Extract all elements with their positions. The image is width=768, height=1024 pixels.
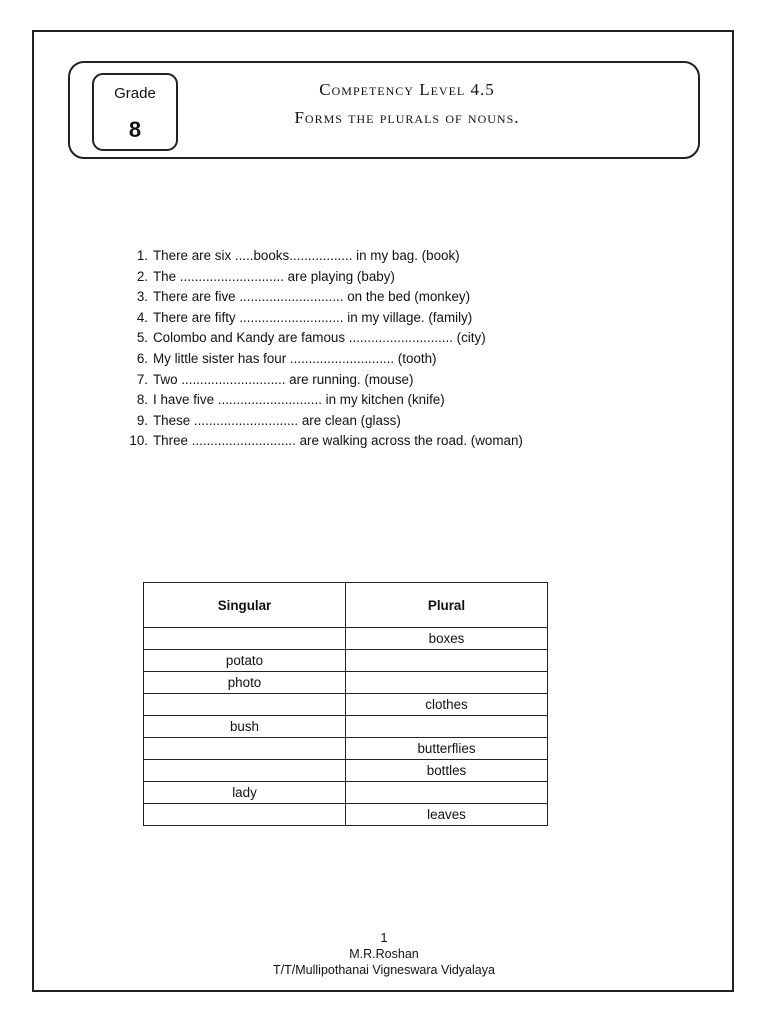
item-number: 8. [136, 392, 148, 408]
plural-cell [346, 716, 548, 738]
exercise-item [118, 411, 523, 432]
exercise-item [118, 287, 523, 308]
table-row [144, 738, 548, 760]
exercise-item [118, 246, 523, 267]
plural-cell: boxes [346, 628, 548, 650]
singular-cell [144, 738, 346, 760]
singular-cell: bush [144, 716, 346, 738]
item-number: 2. [136, 268, 148, 284]
exercise-item [118, 349, 523, 370]
plural-cell [346, 650, 548, 672]
singular-cell [144, 804, 346, 826]
exercise-item [118, 267, 523, 288]
item-text: These ............................ are clean (glass) [153, 412, 401, 428]
item-number: 9. [136, 412, 148, 428]
item-text: There are six .....books................. in my bag. (book) [153, 248, 460, 263]
table-row [144, 650, 548, 672]
table-row [144, 716, 548, 738]
competency-title: Competency Level 4.5 [319, 80, 495, 99]
table-header-row [144, 583, 548, 628]
singular-cell: potato [144, 650, 346, 672]
singular-cell [144, 694, 346, 716]
singular-cell [144, 628, 346, 650]
exercise-item [118, 431, 523, 452]
item-number: 4. [136, 309, 148, 325]
item-text: There are five ............................ on the bed (monkey) [153, 289, 471, 305]
page-number: 1 [380, 931, 388, 945]
item-text: My little sister has four ............................ (tooth) [153, 350, 437, 366]
grade-box [92, 73, 178, 151]
item-text: The ............................ are playing (baby) [153, 268, 395, 284]
item-text: Two ............................ are running. (mouse) [153, 371, 414, 387]
grade-label: Grade [114, 85, 156, 102]
exercise-item [118, 370, 523, 391]
table-row [144, 628, 548, 650]
table-row [144, 782, 548, 804]
table-row [144, 804, 548, 826]
plural-cell: bottles [346, 760, 548, 782]
footer-school: T/T/Mullipothanai Vigneswara Vidyalaya [273, 963, 495, 977]
plural-cell: butterflies [346, 738, 548, 760]
plural-cell: leaves [346, 804, 548, 826]
table-row [144, 694, 548, 716]
grade-number: 8 [128, 117, 142, 142]
table-row [144, 672, 548, 694]
exercise-list [118, 246, 523, 452]
competency-subtitle: Forms the plurals of nouns. [294, 108, 520, 127]
item-number: 10. [129, 433, 148, 449]
plural-cell: clothes [346, 694, 548, 716]
exercise-item [118, 390, 523, 411]
exercise-item [118, 308, 523, 329]
item-number: 7. [136, 371, 148, 387]
singular-cell: photo [144, 672, 346, 694]
item-text: There are fifty ............................ in my village. (family) [153, 309, 473, 325]
table-row [144, 760, 548, 782]
singular-column-header: Singular [144, 583, 346, 628]
footer-author: M.R.Roshan [349, 947, 419, 961]
singular-cell [144, 760, 346, 782]
singular-cell: lady [144, 782, 346, 804]
plural-column-header: Plural [346, 583, 548, 628]
plural-cell [346, 782, 548, 804]
item-text: Three ............................ are walking across the road. (woman) [153, 433, 523, 449]
item-number: 1. [136, 248, 148, 263]
plural-table [143, 582, 548, 826]
item-number: 5. [136, 330, 148, 346]
page-border [32, 30, 734, 992]
exercise-item [118, 328, 523, 349]
item-text: Colombo and Kandy are famous ............................ (city) [153, 330, 486, 346]
item-number: 3. [136, 289, 148, 305]
item-number: 6. [136, 350, 148, 366]
plural-cell [346, 672, 548, 694]
item-text: I have five ............................ in my kitchen (knife) [153, 392, 445, 408]
